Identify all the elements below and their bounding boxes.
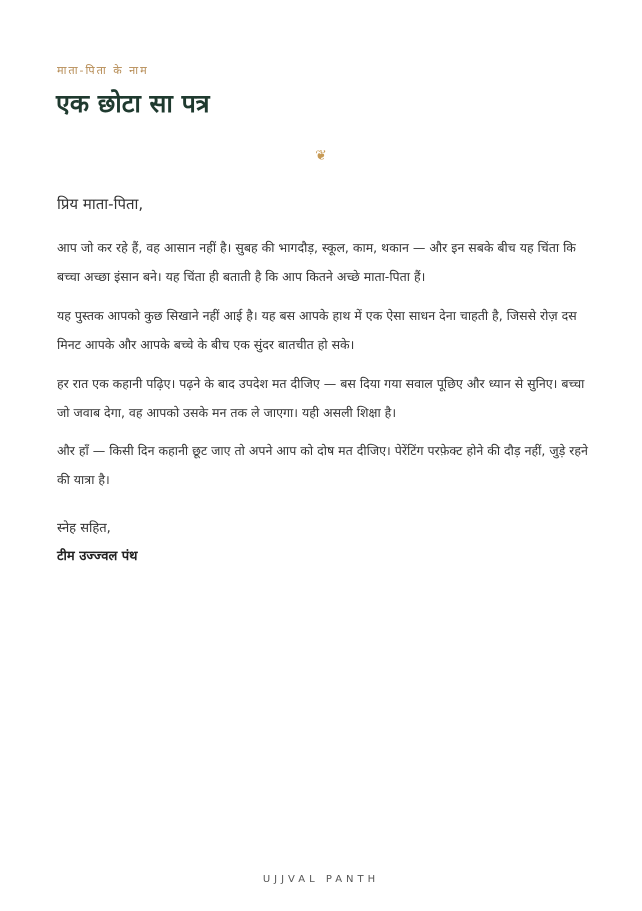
section-kicker: माता-पिता के नाम [57, 64, 149, 77]
letter-signature: टीम उज्ज्वल पंथ [57, 549, 138, 564]
letter-paragraph-3: हर रात एक कहानी पढ़िए। पढ़ने के बाद उपदेश मत दीजिए — बस दिया गया सवाल पूछिए और ध्यान से सुनिए। बच्चा जो जवाब देगा, वह आपको उसके मन तक ले जाएगा। यही असली शिक्षा है। [57, 376, 585, 420]
letter-paragraph-1: आप जो कर रहे हैं, वह आसान नहीं है। सुबह की भागदौड़, स्कूल, काम, थकान — और इन सबके बीच यह चिंता कि बच्चा अच्छा इंसान बने। यह चिंता ही बताती है कि आप कितने अच्छे माता-पिता हैं। [57, 240, 576, 284]
letter-salutation: प्रिय माता-पिता, [57, 195, 144, 213]
page-title: एक छोटा सा पत्र [56, 89, 210, 118]
letter-paragraph-4: और हाँ — किसी दिन कहानी छूट जाए तो अपने आप को दोष मत दीजिए। पेरेंटिंग परफ़ेक्ट होने की दौड़ नहीं, जुड़े रहने की यात्रा है। [57, 443, 588, 487]
letter-closing: स्नेह सहित, [57, 521, 111, 536]
floral-ornament-icon: ❦ [315, 148, 327, 164]
footer-brand: UJJVAL PANTH [262, 874, 380, 885]
letter-paragraph-2: यह पुस्तक आपको कुछ सिखाने नहीं आई है। यह बस आपके हाथ में एक ऐसा साधन देना चाहती है, जिससे रोज़ दस मिनट आपके और आपके बच्चे के बीच एक सुंदर बातचीत हो सके। [57, 308, 577, 352]
